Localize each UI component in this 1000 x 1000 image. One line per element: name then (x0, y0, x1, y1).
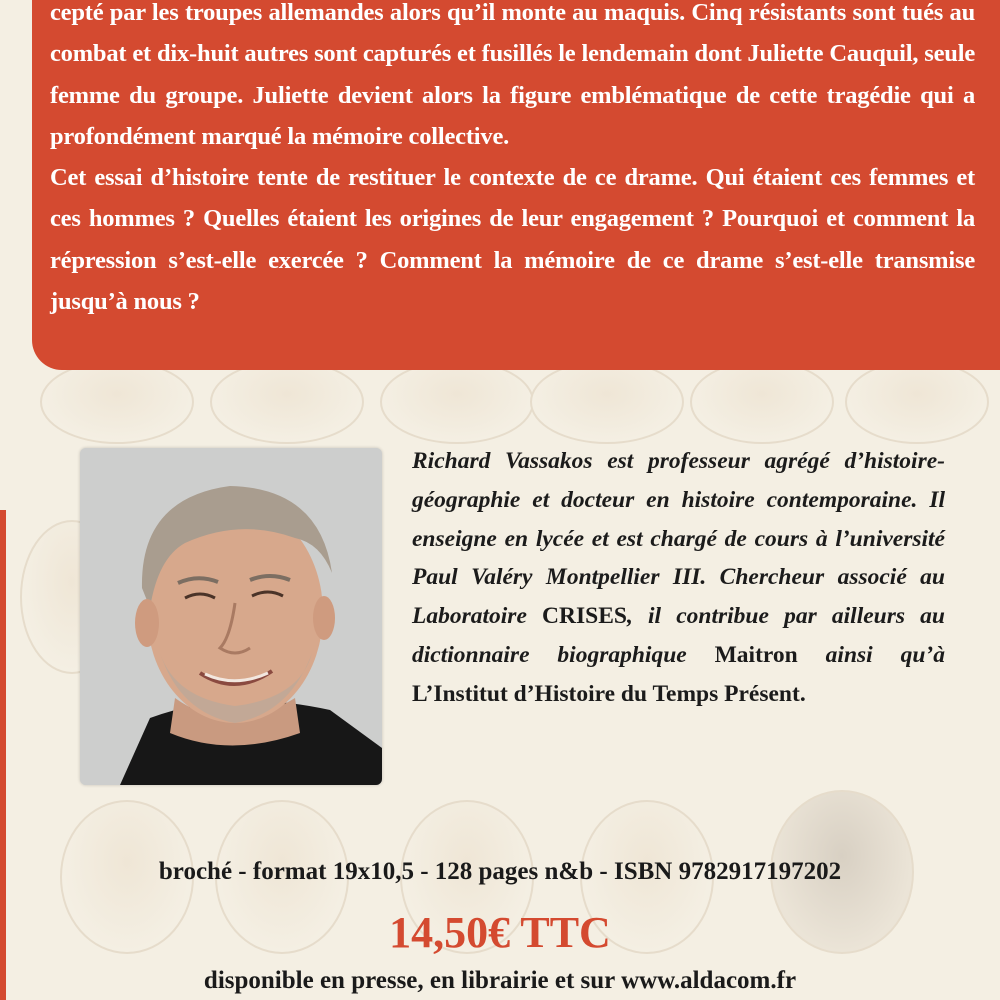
summary-paragraph: Cet essai d’histoire tente de restituer le contexte de ce drame. Qui étaient ces femmes et ces hommes ? Quelles étaient les origines de leur engagement ? Pourquoi et comment la répression s’est-elle exercée ? Comment la mémoire de ce drame s’est-elle transmise jusqu’à nous ? (50, 164, 975, 316)
bio-end: . (799, 680, 806, 707)
author-portrait-image (80, 448, 382, 785)
institute-name: L’Institut d’Histoire du Temps Présent (412, 680, 800, 707)
portrait-medallion (210, 360, 364, 444)
author-photo (80, 448, 382, 785)
bio-text: Richard Vassakos est professeur agrégé d’histoire-géographie et docteur en histoire contemporaine. Il enseigne en lycée et est chargé de cours à l’université Paul Valéry Montpellier III. Chercheur associé au Laboratoire (412, 448, 945, 630)
portrait-medallion (845, 360, 989, 444)
bio-text: ainsi qu’à (797, 641, 945, 668)
author-bio (412, 442, 945, 714)
book-specs: broché - format 19x10,5 - 128 pages n&b - ISBN 9782917197202 (158, 858, 842, 885)
portrait-medallion (530, 360, 684, 444)
portrait-medallion (40, 360, 194, 444)
portrait-medallion (690, 360, 834, 444)
availability: disponible en presse, en librairie et sur www.aldacom.fr (203, 967, 797, 994)
lab-name: CRISES (542, 603, 627, 630)
bio-text: , il contribue par ailleurs au dictionnaire biographique (412, 603, 945, 668)
dictionary-name: Maitron (714, 641, 798, 668)
summary-text (50, 0, 975, 322)
summary-paragraph: cepté par les troupes allemandes alors qu’il monte au maquis. Cinq résistants sont tués au combat et dix-huit autres sont capturés et fusillés le lendemain dont Juliette Cauquil, seule femme du groupe. Juliette devient alors la figure emblématique de cette tragédie qui a profondément marqué la mémoire collective. (50, 0, 975, 150)
price: 14,50€ TTC (389, 908, 611, 957)
portrait-medallion (380, 360, 534, 444)
